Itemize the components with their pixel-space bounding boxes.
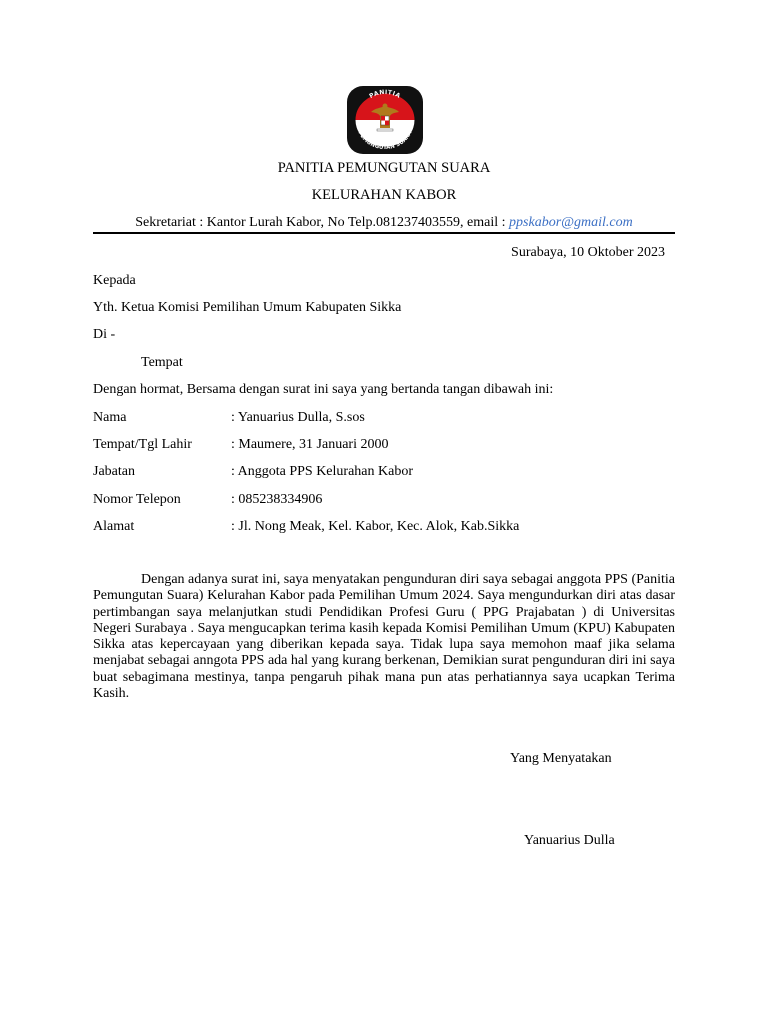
kpu-logo: [347, 86, 423, 154]
addressee-to: Kepada: [93, 273, 136, 288]
addressee-recipient: Yth. Ketua Komisi Pemilihan Umum Kabupaten Sikka: [93, 300, 402, 315]
detail-value: : Anggota PPS Kelurahan Kabor: [231, 464, 413, 479]
org-name-line2: KELURAHAN KABOR: [311, 187, 457, 203]
secretariat-line: [0, 215, 768, 231]
detail-value: : 085238334906: [231, 492, 323, 507]
detail-row-ttl: [93, 437, 653, 453]
detail-row-telepon: [93, 492, 653, 508]
header-divider: [93, 232, 675, 234]
intro-line: Dengan hormat, Bersama dengan surat ini saya yang bertanda tangan dibawah ini:: [93, 382, 554, 397]
signer-name: Yanuarius Dulla: [524, 833, 615, 848]
email-link[interactable]: ppskabor@gmail.com: [509, 215, 633, 230]
detail-label: Nama: [93, 410, 127, 425]
addressee-place: Tempat: [141, 355, 183, 370]
detail-row-jabatan: [93, 464, 653, 480]
closing-phrase: Yang Menyatakan: [510, 751, 612, 766]
letter-date: Surabaya, 10 Oktober 2023: [511, 245, 665, 260]
logo-top-text: PANITIA: [368, 88, 402, 101]
detail-row-nama: [93, 410, 653, 426]
detail-label: Tempat/Tgl Lahir: [93, 437, 192, 452]
addressee-di: Di -: [93, 327, 116, 342]
detail-label: Nomor Telepon: [93, 492, 181, 507]
detail-label: Alamat: [93, 519, 135, 534]
body-paragraph-text: Dengan adanya surat ini, saya menyatakan pengunduran diri saya sebagai anggota PPS (Panitia Pemungutan Suara) Kelurahan Kabor pada Pemilihan Umum 2024. Saya mengundurkan diri atas dasar pertimbangan saya melanjutkan studi Pendidikan Profesi Guru ( PPG Prajabatan ) di Universitas Negeri Surabaya . Saya mengucapkan terima kasih kepada Komisi Pemilihan Umum (KPU) Kabupaten Sikka atas kepercayaan yang diberikan kepada saya. Tidak lupa saya memohon maaf jika selama menjabat sebagai anngota PPS ada hal yang kurang berkenan, Demikian surat pengunduran diri ini saya buat sebagimana mestinya, tanpa pengaruh pihak mana pun atas perhatiannya saya ucapkan Terima Kasih.: [93, 572, 675, 702]
detail-row-alamat: [93, 519, 653, 535]
detail-label: Jabatan: [93, 464, 135, 479]
secretariat-text: Sekretariat : Kantor Lurah Kabor, No Telp.081237403559, email :: [135, 215, 510, 230]
detail-value: : Yanuarius Dulla, S.sos: [231, 410, 365, 425]
logo-ring-text: PEMUNGUTAN SUARA: [356, 130, 414, 152]
detail-value: : Jl. Nong Meak, Kel. Kabor, Kec. Alok, Kab.Sikka: [231, 519, 520, 534]
body-paragraph: [93, 572, 675, 702]
detail-value: : Maumere, 31 Januari 2000: [231, 437, 389, 452]
org-name-line1: PANITIA PEMUNGUTAN SUARA: [277, 160, 491, 176]
